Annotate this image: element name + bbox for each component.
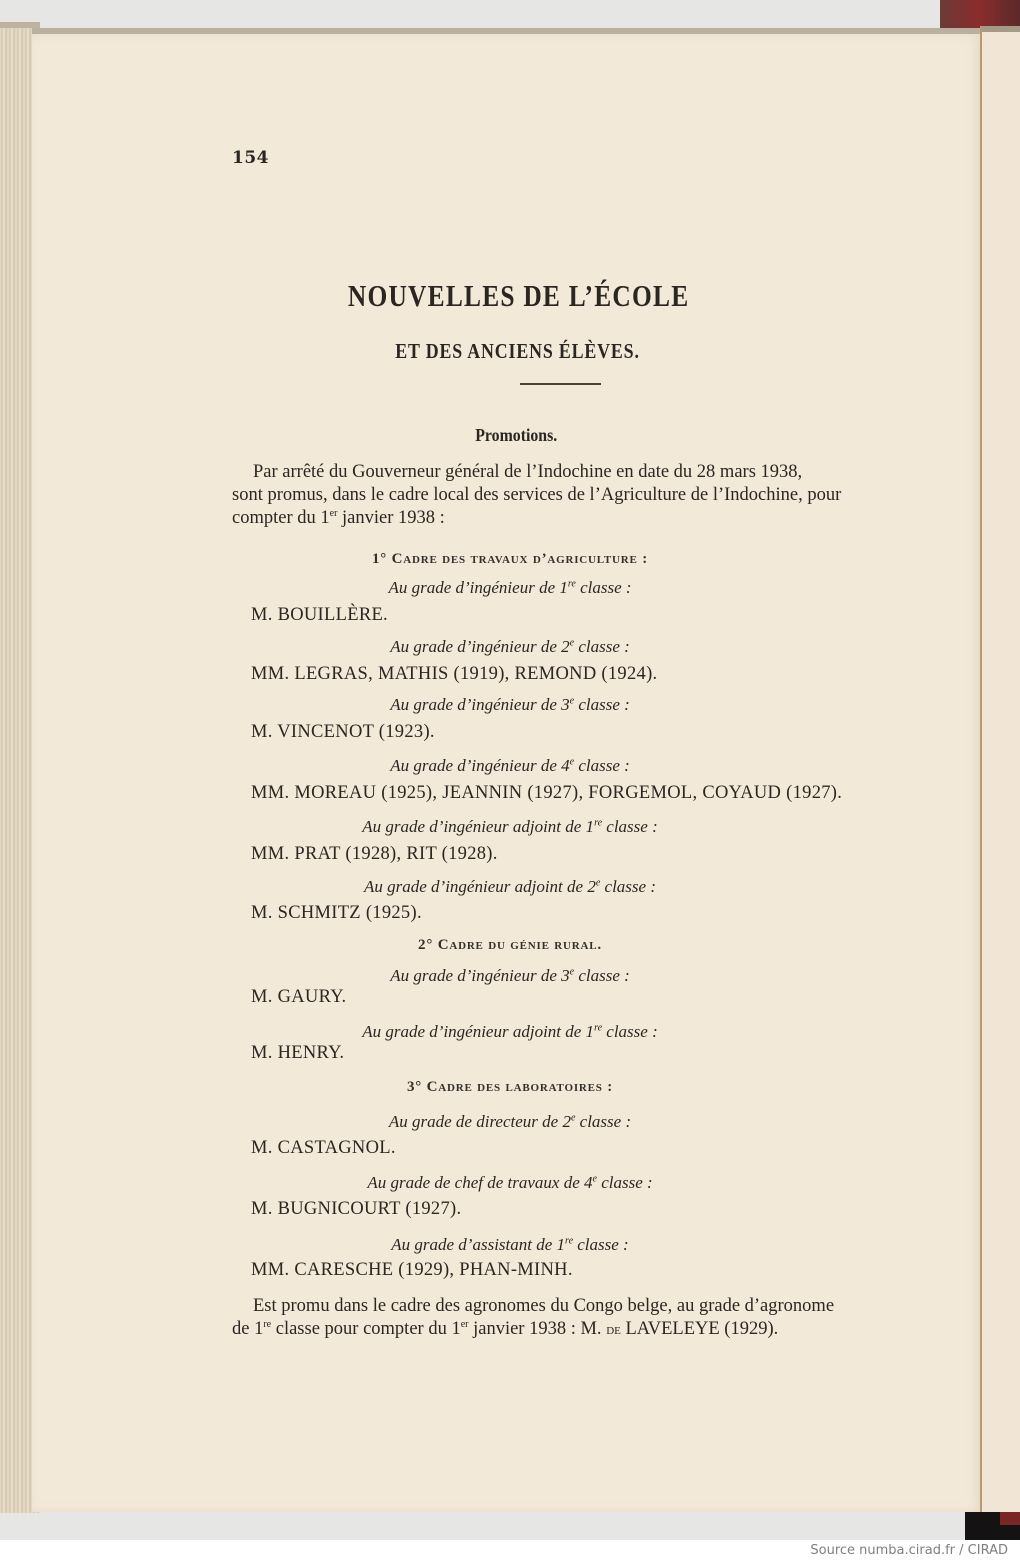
promoted-names: M. CASTAGNOL. [251, 1138, 396, 1158]
superscript: re [263, 1318, 272, 1330]
promoted-names: MM. PRAT (1928), RIT (1928). [251, 844, 498, 864]
superscript: e [569, 966, 575, 978]
grade-text: Au grade d’ingénieur de 3 [390, 966, 570, 985]
grade-suffix: classe : [574, 966, 630, 985]
grade-suffix: classe : [575, 1112, 632, 1131]
page-number: 154 [232, 148, 269, 168]
grade-heading [0, 1235, 1020, 1255]
grade-suffix: classe : [602, 1022, 658, 1041]
grade-text: Au grade d’ingénieur adjoint de 1 [362, 817, 595, 836]
closing-paragraph [232, 1295, 887, 1342]
intro-line-1: Par arrêté du Gouverneur général de l’Indochine en date du 28 mars 1938, [253, 462, 803, 482]
superscript: e [569, 695, 575, 707]
intro-line-3 [232, 507, 887, 530]
grade-heading [0, 877, 1020, 897]
closing-text: janvier 1938 : M. [468, 1319, 607, 1339]
grade-text: Au grade de directeur de 2 [388, 1112, 571, 1131]
grade-text: Au grade d’ingénieur adjoint de 2 [364, 877, 596, 896]
page-subtitle: ET DES ANCIENS ÉLÈVES. [395, 339, 640, 363]
intro-line-3-text: compter du 1 [232, 508, 330, 528]
grade-heading [0, 1112, 1020, 1132]
grade-suffix: classe : [575, 578, 632, 597]
cadre-heading-2: 2° Cadre du génie rural. [418, 937, 602, 953]
promoted-names: M. VINCENOT (1923). [251, 722, 435, 742]
grade-heading [0, 966, 1020, 986]
grade-suffix: classe : [574, 756, 630, 775]
title-divider [520, 383, 601, 385]
closing-line-1: Est promu dans le cadre des agronomes du Congo belge, au grade d’agronome [253, 1296, 835, 1316]
intro-line-2: sont promus, dans le cadre local des services de l’Agriculture de l’Indochine, pour [232, 485, 842, 505]
intro-line-3-end: janvier 1938 : [337, 508, 445, 528]
source-credit: Source numba.cirad.fr / CIRAD [810, 1543, 1008, 1558]
superscript: re [594, 817, 603, 829]
closing-text: LAVELEYE (1929). [620, 1319, 779, 1339]
promoted-names: M. SCHMITZ (1925). [251, 903, 422, 923]
grade-heading [0, 1173, 1020, 1193]
grade-text: Au grade d’ingénieur de 2 [390, 637, 570, 656]
promoted-names: MM. MOREAU (1925), JEANNIN (1927), FORGEMOL, COYAUD (1927). [251, 783, 843, 803]
grade-text: Au grade d’ingénieur adjoint de 1 [362, 1022, 595, 1041]
closing-text: classe pour compter du 1 [271, 1319, 461, 1339]
promoted-names: M. HENRY. [251, 1043, 345, 1063]
superscript: re [594, 1022, 603, 1034]
name-particle: de [606, 1322, 621, 1338]
promoted-names: MM. CARESCHE (1929), PHAN-MINH. [251, 1260, 573, 1280]
grade-heading [0, 756, 1020, 776]
intro-paragraph [232, 461, 887, 530]
grade-suffix: classe : [573, 1235, 629, 1254]
grade-suffix: classe : [574, 637, 630, 656]
grade-suffix: classe : [596, 1173, 653, 1192]
superscript: re [567, 578, 576, 590]
superscript: er [329, 507, 338, 519]
grade-heading [0, 695, 1020, 715]
superscript: e [592, 1173, 597, 1185]
superscript: e [569, 756, 575, 768]
superscript: e [595, 877, 601, 889]
grade-suffix: classe : [574, 695, 630, 714]
superscript: er [460, 1318, 469, 1330]
grade-text: Au grade d’assistant de 1 [391, 1235, 566, 1254]
grade-heading [0, 637, 1020, 657]
grade-suffix: classe : [602, 817, 658, 836]
promoted-names: M. BOUILLÈRE. [251, 605, 388, 625]
page-title: NOUVELLES DE L’ÉCOLE [347, 278, 690, 313]
superscript: e [570, 1112, 576, 1124]
superscript: e [569, 637, 575, 649]
closing-text: de 1 [232, 1319, 264, 1339]
promoted-names: M. GAURY. [251, 987, 347, 1007]
superscript: re [565, 1235, 574, 1247]
grade-text: Au grade d’ingénieur de 3 [390, 695, 570, 714]
cadre-heading-3: 3° Cadre des laboratoires : [406, 1079, 614, 1095]
grade-heading [0, 1022, 1020, 1042]
closing-line-2 [232, 1318, 887, 1342]
grade-suffix: classe : [600, 877, 656, 896]
section-heading: Promotions. [475, 425, 558, 445]
promoted-names: M. BUGNICOURT (1927). [251, 1199, 462, 1219]
promoted-names: MM. LEGRAS, MATHIS (1919), REMOND (1924). [251, 664, 658, 684]
grade-heading [0, 578, 1020, 598]
grade-heading [0, 817, 1020, 837]
grade-text: Au grade d’ingénieur de 1 [388, 578, 568, 597]
grade-text: Au grade de chef de travaux de 4 [367, 1173, 593, 1192]
grade-text: Au grade d’ingénieur de 4 [390, 756, 570, 775]
cadre-heading-1: 1° Cadre des travaux d’agriculture : [371, 551, 649, 567]
